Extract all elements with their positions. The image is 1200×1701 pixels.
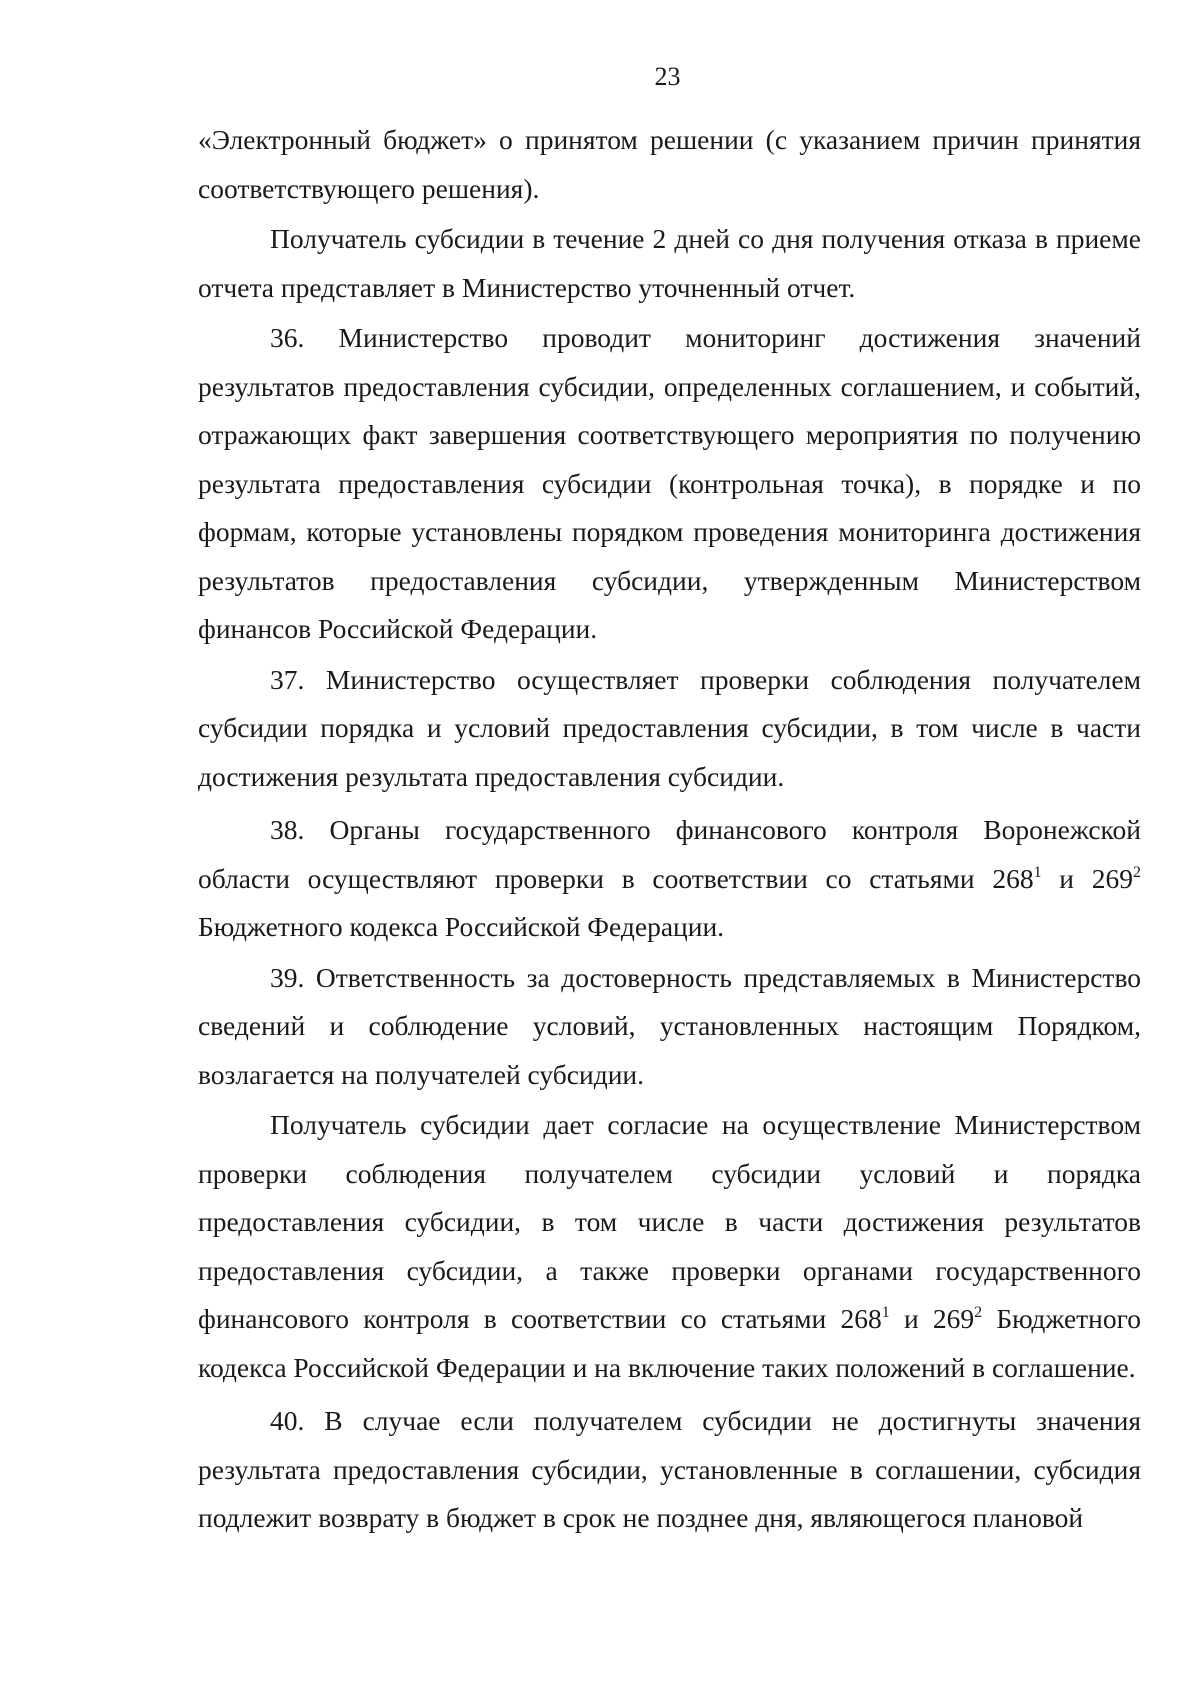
paragraph-consent-text-3: Бюджетного кодекса Российской Федерации и на включение таких положений в соглашение. [198, 1303, 1141, 1383]
paragraph-continuation: «Электронный бюджет» о принятом решении (с указанием причин принятия соответствующего решения). [198, 124, 1141, 204]
paragraph-40: 40. В случае если получателем субсидии не достигнуты значения результата предоставления субсидии, установленные в соглашении, субсидия подлежит возврату в бюджет в срок не позднее дня, являющегося плановой [198, 1405, 1141, 1533]
page-number: 23 [654, 62, 681, 91]
paragraph-37: 37. Министерство осуществляет проверки соблюдения получателем субсидии порядка и условий предоставления субсидии, в том числе в части достижения результата предоставления субсидии. [198, 663, 1141, 792]
paragraph-36: 36. Министерство проводит мониторинг достижения значений результатов предоставления субсидии, определенных соглашением, и событий, отражающих факт завершения соответствующего мероприятия по получению результата предоставления субсидии (контрольная точка), в порядке и по формам, которые установлены порядком проведения мониторинга достижения результатов предоставления субсидии, утвержденным Министерством финансов Российской Федерации. [198, 322, 1141, 644]
paragraph-38-text-3: Бюджетного кодекса Российской Федерации. [198, 911, 725, 942]
paragraph-38 [198, 806, 1141, 952]
paragraph-refined-report: Получатель субсидии в течение 2 дней со дня получения отказа в приеме отчета представляет в Министерство уточненный отчет. [198, 223, 1141, 303]
paragraph-39: 39. Ответственность за достоверность представляемых в Министерство сведений и соблюдение условий, установленных настоящим Порядком, возлагается на получателей субсидии. [198, 961, 1141, 1090]
paragraph-38-text-2: и 269 [1041, 862, 1134, 894]
superscript: 2 [974, 1304, 983, 1321]
paragraph-consent-text-1: Получатель субсидии дает согласие на осуществление Министерством проверки соблюдения получателем субсидии условий и порядка предоставления субсидии, в том числе в части достижения результатов предоставления субсидии, а также проверки органами государственного финансового контроля в соответствии со статьями 268 [198, 1109, 1141, 1334]
document-body [198, 116, 1141, 1543]
superscript: 2 [1133, 863, 1142, 881]
superscript: 1 [881, 1304, 890, 1321]
superscript: 1 [1033, 863, 1042, 881]
paragraph-consent [198, 1101, 1141, 1392]
paragraph-38-text-1: 38. Органы государственного финансового контроля Воронежской области осуществляют проверки в соответствии со статьями 268 [198, 814, 1141, 894]
paragraph-consent-text-2: и 269 [889, 1303, 975, 1334]
